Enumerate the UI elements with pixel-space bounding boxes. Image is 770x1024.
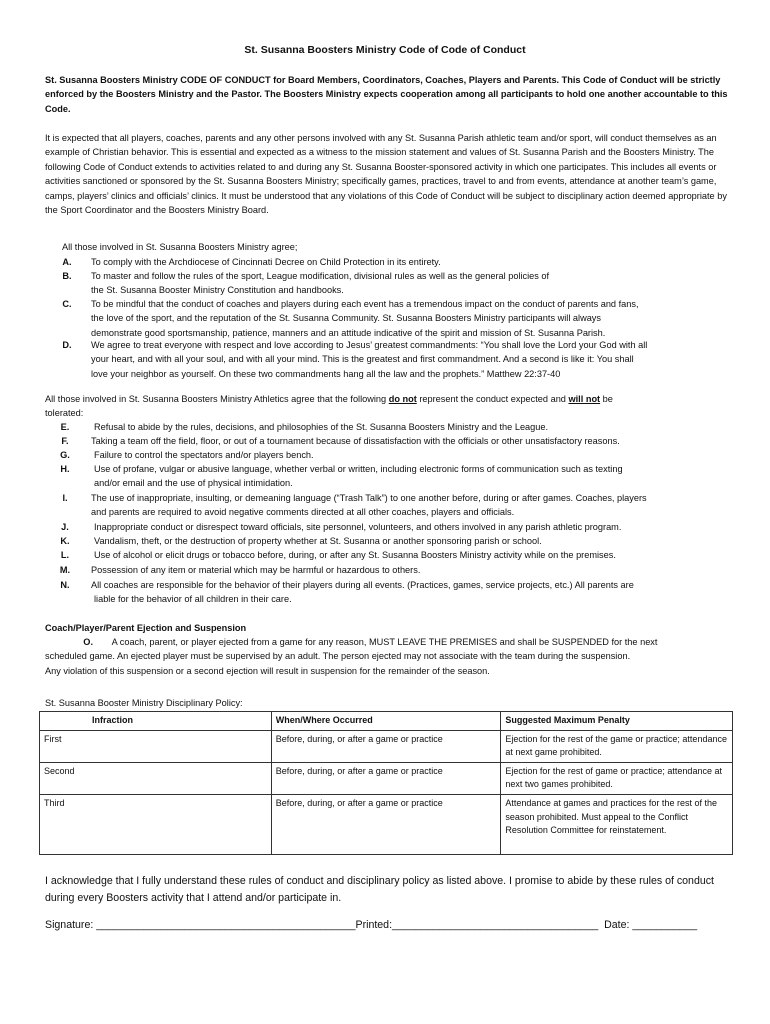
agree-item-text: To be mindful that the conduct of coaches and players during each event has a tremendous impact on the conduct of parents and fans, [91,299,639,309]
tolerate-item-text: Possession of any item or material which may be harmful or hazardous to others. [91,565,421,575]
cell-penalty: Ejection for the rest of game or practice; attendance at next two games prohibited. [501,762,733,794]
tolerate-item-letter: G. [60,450,70,460]
cell-infraction: Third [40,794,272,854]
tolerate-item-letter: L. [60,550,70,560]
signature-label: Signature: [45,919,97,931]
printed-blank[interactable]: ___________________________________ [392,919,599,931]
agree-item-text: To master and follow the rules of the sport, League modification, divisional rules as well as the general policies of [91,271,550,281]
tolerate-item-letter: I. [62,493,68,503]
agree-item-text: To comply with the Archdiocese of Cincinnati Decree on Child Protection in its entirety. [91,257,441,267]
tolerate-item-text: Refusal to abide by the rules, decisions, and philosophies of the St. Susanna Boosters Ministry and the League. [94,422,549,432]
tolerate-will-not: will not [568,394,601,404]
printed-label: Printed: [355,919,393,931]
tolerate-item-letter: F. [61,436,69,446]
cell-penalty: Attendance at games and practices for the rest of the season prohibited. Must appeal to the Conflict Resolution Committee for reinstatement. [501,794,733,854]
agree-item-text: the love of the sport, and the reputation of the St. Susanna Community. St. Susanna Boosters Ministry participants will always [91,313,601,324]
tolerate-item-letter: M. [59,565,71,575]
ejection-line1: A coach, parent, or player ejected from a game for any reason, MUST LEAVE THE PREMISES and shall be SUSPENDED for the next [111,637,658,647]
policy-caption: St. Susanna Booster Ministry Disciplinary Policy: [45,698,243,708]
header-when-where: When/Where Occurred [271,712,501,731]
date-label: Date: [598,919,633,931]
tolerate-item-letter: N. [60,580,70,590]
tolerate-intro [45,392,735,421]
tolerate-item-text: Taking a team off the field, floor, or out of a tournament because of dissatisfaction with the officials or other unsatisfactory reasons. [91,436,620,446]
tolerate-item-text: All coaches are responsible for the behavior of their players during all events. (Practices, games, service projects, etc.) All parents are [91,580,634,590]
tolerate-item-letter: H. [60,464,70,474]
tolerate-item-letter: K. [60,536,70,546]
disciplinary-policy-table [39,711,733,855]
agree-item-text: demonstrate good sportsmanship, patience, manners and an attitude indicative of the spirit and mission of St. Susanna Parish. [91,327,606,338]
cell-penalty: Ejection for the rest of the game or practice; attendance at next game prohibited. [501,730,733,762]
agree-item-text: love your neighbor as yourself. On these two commandments hang all the law and the prophets.” Matthew 22:37-40 [91,368,561,379]
ejection-line3: Any violation of this suspension or a second ejection will result in suspension for the remainder of the season. [45,665,490,676]
cell-infraction: Second [40,762,272,794]
cell-infraction: First [40,730,272,762]
ejection-line2: scheduled game. An ejected player must be supervised by an adult. The person ejected may not associate with the team during the suspension. [45,651,631,662]
tolerate-item-text: and/or email and the use of physical intimidation. [94,478,293,489]
cell-when: Before, during, or after a game or practice [271,730,501,762]
tolerate-do-not: do not [388,394,417,404]
agree-item-letter: D. [62,340,72,350]
tolerate-item-text: Failure to control the spectators and/or players bench. [94,450,314,460]
ejection-letter: O. [83,637,93,647]
tolerate-item-text: The use of inappropriate, insulting, or demeaning language (“Trash Talk”) to one another before, during or after games. Coaches, players [91,493,647,503]
tolerate-item-text: Use of profane, vulgar or abusive language, whether verbal or written, including electronic forms of communication such as texting [94,464,623,474]
document-title: St. Susanna Boosters Ministry Code of Code of Conduct [244,44,526,56]
ejection-heading: Coach/Player/Parent Ejection and Suspension [45,623,247,633]
tolerate-line2: tolerated: [45,408,84,419]
tolerate-item-letter: J. [61,522,69,532]
agree-item-text: We agree to treat everyone with respect and love according to Jesus’ greatest commandments: “You shall love the Lord your God with all [91,340,648,350]
agree-heading: All those involved in St. Susanna Boosters Ministry agree; [62,242,298,252]
tolerate-middle: represent the conduct expected and [416,394,569,404]
cell-when: Before, during, or after a game or practice [271,762,501,794]
tolerate-item-text: Vandalism, theft, or the destruction of property whether at St. Susanna or another sponsoring parish or school. [94,536,542,546]
table-row [40,730,733,762]
tolerate-item-letter: E. [60,422,70,432]
signature-blank[interactable]: ____________________________________________ [96,919,356,931]
date-blank[interactable]: ___________ [632,919,698,931]
intro-bold-paragraph: St. Susanna Boosters Ministry CODE OF CONDUCT for Board Members, Coordinators, Coaches, Players and Parents. This Code of Conduct will be strictly enforced by the Boosters Ministry and the Pastor. The Boosters Ministry expects cooperation among all participants to hold one another accountable to this Code. [45,75,728,114]
agree-item-text: the St. Susanna Booster Ministry Constitution and handbooks. [91,285,344,296]
tolerate-item-text: Inappropriate conduct or disrespect toward officials, site personnel, volunteers, and others involved in any parish athletic program. [94,522,622,532]
cell-when: Before, during, or after a game or practice [271,794,501,854]
agree-item-letter: C. [62,299,72,309]
tolerate-item-text: and parents are required to avoid negative comments directed at all other coaches, players and officials. [91,507,515,518]
acknowledgement-text: I acknowledge that I fully understand these rules of conduct and disciplinary policy as listed above. I promise to abide by these rules of conduct during every Boosters activity that I attend and/or participate in. [45,875,714,904]
tolerate-item-text: liable for the behavior of all children in their care. [94,594,292,605]
table-row [40,762,733,794]
ejection-paragraph [45,635,735,678]
tolerate-after: be [600,394,613,404]
tolerate-item-text: Use of alcohol or elicit drugs or tobacco before, during, or after any St. Susanna Boosters Ministry activity while on the premises. [94,550,616,560]
signature-line [45,919,697,931]
agree-item-letter: A. [62,257,72,267]
agree-item-letter: B. [62,271,72,281]
agree-item-text: your heart, and with all your soul, and with all your mind. This is the greatest and first commandment. And a second is like it: You shall [91,354,634,365]
table-row [40,794,733,854]
tolerate-before: All those involved in St. Susanna Boosters Ministry Athletics agree that the following [45,394,389,404]
header-penalty: Suggested Maximum Penalty [501,712,733,731]
intro-paragraph: It is expected that all players, coaches, parents and any other persons involved with any St. Susanna Parish athletic team and/or sport, will conduct themselves as an example of Christian behavior. This is essential and expected as a witness to the mission statement and values of St. Susanna Parish and the Boosters Ministry. The following Code of Conduct extends to activities related to and during any St. Susanna Booster-sponsored activity in which one participates. This includes all events or activities sanctioned or sponsored by the St. Susanna Boosters Ministry; specifically games, practices, travel to and from events, attendance at another team’s game, camps, players’ clinics and officials’ clinics. It must be understood that any violations of this Code of Conduct will be subject to disciplinary action deemed appropriate by the Sport Coordinator and the Boosters Ministry Board. [45,133,727,216]
table-header-row [40,712,733,731]
header-infraction: Infraction [40,712,272,731]
